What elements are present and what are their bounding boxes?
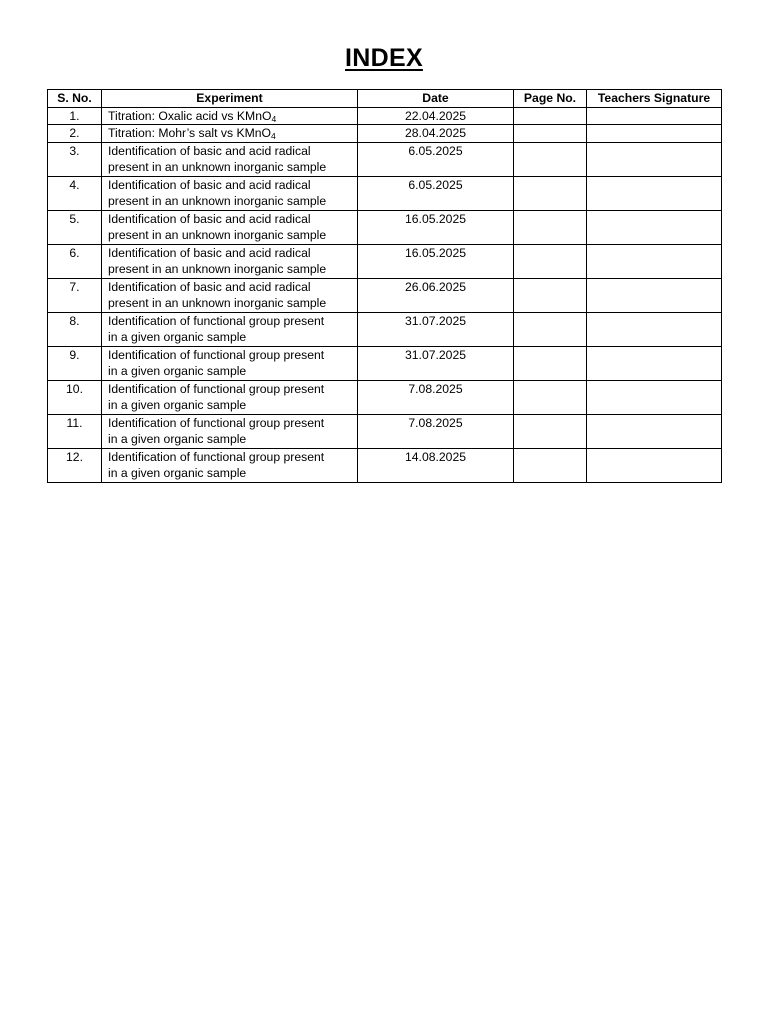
table-row — [48, 244, 722, 278]
cell-sno: 11. — [48, 414, 102, 448]
cell-page-no[interactable] — [514, 380, 587, 414]
cell-sno: 8. — [48, 312, 102, 346]
table-row — [48, 448, 722, 482]
cell-sno: 10. — [48, 380, 102, 414]
cell-date: 6.05.2025 — [358, 176, 514, 210]
experiment-line-1: Identification of functional group present — [108, 347, 325, 362]
cell-signature[interactable] — [587, 346, 722, 380]
experiment-text: Titration: Mohr’s salt vs KMnO — [108, 126, 271, 140]
cell-date: 22.04.2025 — [358, 107, 514, 125]
cell-sno: 1. — [48, 107, 102, 125]
experiment-subscript: 4 — [271, 113, 277, 124]
cell-experiment — [102, 176, 358, 210]
cell-page-no[interactable] — [514, 414, 587, 448]
experiment-line-2: present in an unknown inorganic sample — [108, 194, 327, 208]
cell-date: 6.05.2025 — [358, 142, 514, 176]
experiment-line-2: in a given organic sample — [108, 364, 247, 378]
cell-page-no[interactable] — [514, 346, 587, 380]
cell-date: 16.05.2025 — [358, 210, 514, 244]
cell-sno: 5. — [48, 210, 102, 244]
cell-experiment — [102, 448, 358, 482]
cell-page-no[interactable] — [514, 244, 587, 278]
cell-sno: 12. — [48, 448, 102, 482]
cell-sno: 2. — [48, 125, 102, 143]
experiment-line-1: Identification of functional group present — [108, 313, 325, 328]
experiment-line-1: Identification of basic and acid radical — [108, 279, 311, 294]
cell-date: 26.06.2025 — [358, 278, 514, 312]
header-sno: S. No. — [48, 90, 102, 108]
cell-sno: 9. — [48, 346, 102, 380]
table-row — [48, 414, 722, 448]
table-row — [48, 346, 722, 380]
table-row — [48, 380, 722, 414]
table-row — [48, 210, 722, 244]
cell-date: 16.05.2025 — [358, 244, 514, 278]
cell-signature[interactable] — [587, 312, 722, 346]
table-row — [48, 312, 722, 346]
cell-sno: 4. — [48, 176, 102, 210]
header-teachers-signature: Teachers Signature — [587, 90, 722, 108]
cell-experiment — [102, 210, 358, 244]
cell-page-no[interactable] — [514, 107, 587, 125]
cell-experiment — [102, 107, 358, 125]
header-experiment: Experiment — [102, 90, 358, 108]
cell-experiment — [102, 346, 358, 380]
cell-page-no[interactable] — [514, 210, 587, 244]
cell-date: 14.08.2025 — [358, 448, 514, 482]
cell-signature[interactable] — [587, 125, 722, 143]
experiment-line-2: present in an unknown inorganic sample — [108, 228, 327, 242]
table-header-row — [48, 90, 722, 108]
header-date: Date — [358, 90, 514, 108]
cell-date: 31.07.2025 — [358, 346, 514, 380]
cell-signature[interactable] — [587, 278, 722, 312]
experiment-line-1: Identification of functional group present — [108, 449, 325, 464]
experiment-line-2: in a given organic sample — [108, 398, 247, 412]
experiment-line-1: Identification of functional group present — [108, 415, 325, 430]
experiment-line-2: in a given organic sample — [108, 466, 247, 480]
cell-experiment — [102, 414, 358, 448]
cell-date: 28.04.2025 — [358, 125, 514, 143]
table-row — [48, 278, 722, 312]
table-row — [48, 142, 722, 176]
experiment-line-2: present in an unknown inorganic sample — [108, 160, 327, 174]
table-row — [48, 125, 722, 143]
cell-signature[interactable] — [587, 107, 722, 125]
cell-experiment — [102, 278, 358, 312]
cell-sno: 6. — [48, 244, 102, 278]
experiment-line-1: Identification of basic and acid radical — [108, 177, 311, 192]
cell-page-no[interactable] — [514, 278, 587, 312]
experiment-line-1: Identification of basic and acid radical — [108, 245, 311, 260]
cell-signature[interactable] — [587, 380, 722, 414]
cell-date: 7.08.2025 — [358, 380, 514, 414]
cell-experiment — [102, 244, 358, 278]
cell-experiment — [102, 312, 358, 346]
header-page-no: Page No. — [514, 90, 587, 108]
experiment-text: Titration: Oxalic acid vs KMnO — [108, 108, 272, 123]
cell-signature[interactable] — [587, 210, 722, 244]
cell-signature[interactable] — [587, 448, 722, 482]
cell-sno: 3. — [48, 142, 102, 176]
cell-signature[interactable] — [587, 176, 722, 210]
index-table — [47, 89, 722, 483]
cell-page-no[interactable] — [514, 125, 587, 143]
cell-page-no[interactable] — [514, 142, 587, 176]
cell-experiment — [102, 125, 358, 143]
cell-date: 31.07.2025 — [358, 312, 514, 346]
experiment-subscript: 4 — [271, 131, 276, 142]
experiment-line-2: present in an unknown inorganic sample — [108, 262, 327, 276]
experiment-line-2: present in an unknown inorganic sample — [108, 296, 327, 310]
cell-page-no[interactable] — [514, 312, 587, 346]
cell-signature[interactable] — [587, 414, 722, 448]
experiment-line-1: Identification of functional group present — [108, 381, 325, 396]
cell-signature[interactable] — [587, 142, 722, 176]
cell-experiment — [102, 380, 358, 414]
cell-experiment — [102, 142, 358, 176]
experiment-line-2: in a given organic sample — [108, 330, 247, 344]
cell-signature[interactable] — [587, 244, 722, 278]
cell-page-no[interactable] — [514, 448, 587, 482]
experiment-line-1: Identification of basic and acid radical — [108, 143, 311, 158]
cell-sno: 7. — [48, 278, 102, 312]
cell-date: 7.08.2025 — [358, 414, 514, 448]
table-row — [48, 107, 722, 125]
experiment-line-2: in a given organic sample — [108, 432, 247, 446]
experiment-line-1: Identification of basic and acid radical — [108, 211, 311, 226]
page-title: INDEX — [345, 44, 423, 72]
cell-page-no[interactable] — [514, 176, 587, 210]
table-row — [48, 176, 722, 210]
